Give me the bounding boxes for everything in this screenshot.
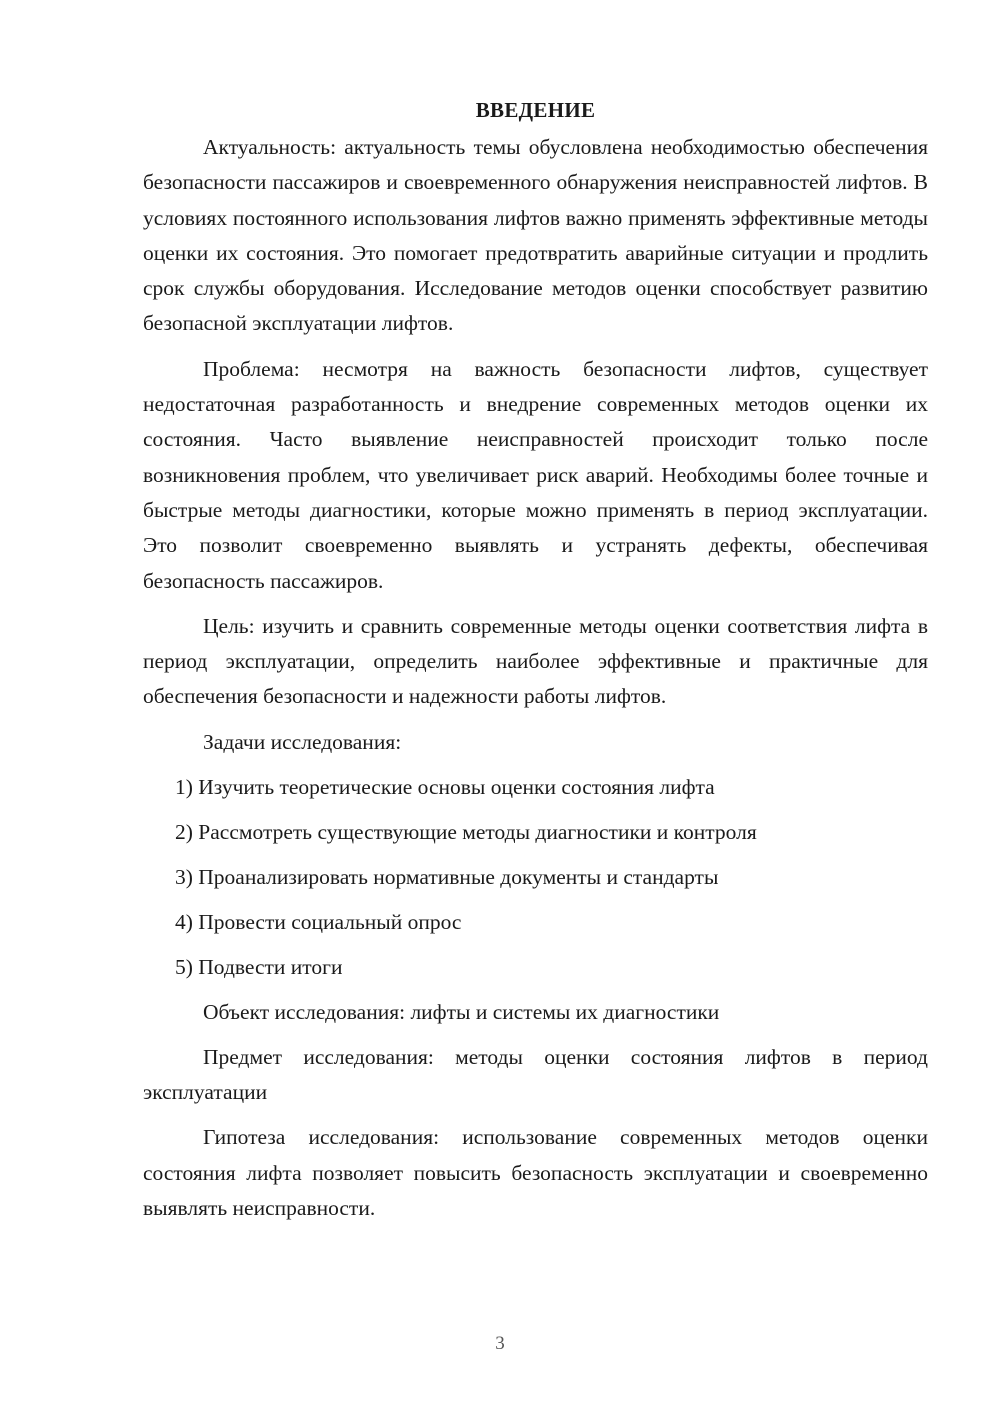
tasks-heading: Задачи исследования:	[203, 729, 402, 754]
task-item-4: 4) Провести социальный опрос	[175, 909, 462, 934]
page-title: ВВЕДЕНИЕ	[475, 98, 596, 122]
paragraph-hypothesis: Гипотеза исследования: использование современных методов оценки состояния лифта позволяет повысить безопасность эксплуатации и своевременно выявлять неисправности.	[143, 1125, 928, 1220]
task-item-3: 3) Проанализировать нормативные документы и стандарты	[175, 864, 719, 889]
task-item-1: 1) Изучить теоретические основы оценки состояния лифта	[175, 774, 715, 799]
document-page	[143, 92, 928, 1236]
tasks-list	[143, 770, 928, 985]
paragraph-object: Объект исследования: лифты и системы их диагностики	[203, 999, 720, 1024]
task-item-5: 5) Подвести итоги	[175, 954, 343, 979]
paragraph-problem: Проблема: несмотря на важность безопасности лифтов, существует недостаточная разработанность и внедрение современных методов оценки их состояния. Часто выявление неисправностей происходит только после возникновения проблем, что увеличивает риск аварий. Необходимы более точные и быстрые методы диагностики, которые можно применять в период эксплуатации. Это позволит своевременно выявлять и устранять дефекты, обеспечивая безопасность пассажиров.	[143, 356, 928, 593]
task-item-2: 2) Рассмотреть существующие методы диагностики и контроля	[175, 819, 757, 844]
paragraph-goal: Цель: изучить и сравнить современные методы оценки соответствия лифта в период эксплуатации, определить наиболее эффективные и практичные для обеспечения безопасности и надежности работы лифтов.	[143, 613, 928, 709]
page-number: 3	[495, 1333, 505, 1354]
paragraph-relevance: Актуальность: актуальность темы обусловлена необходимостью обеспечения безопасности пассажиров и своевременного обнаружения неисправностей лифтов. В условиях постоянного использования лифтов важно применять эффективные методы оценки их состояния. Это помогает предотвратить аварийные ситуации и продлить срок службы оборудования. Исследование методов оценки способствует развитию безопасной эксплуатации лифтов.	[143, 135, 928, 336]
paragraph-subject: Предмет исследования: методы оценки состояния лифтов в период эксплуатации	[143, 1044, 928, 1105]
